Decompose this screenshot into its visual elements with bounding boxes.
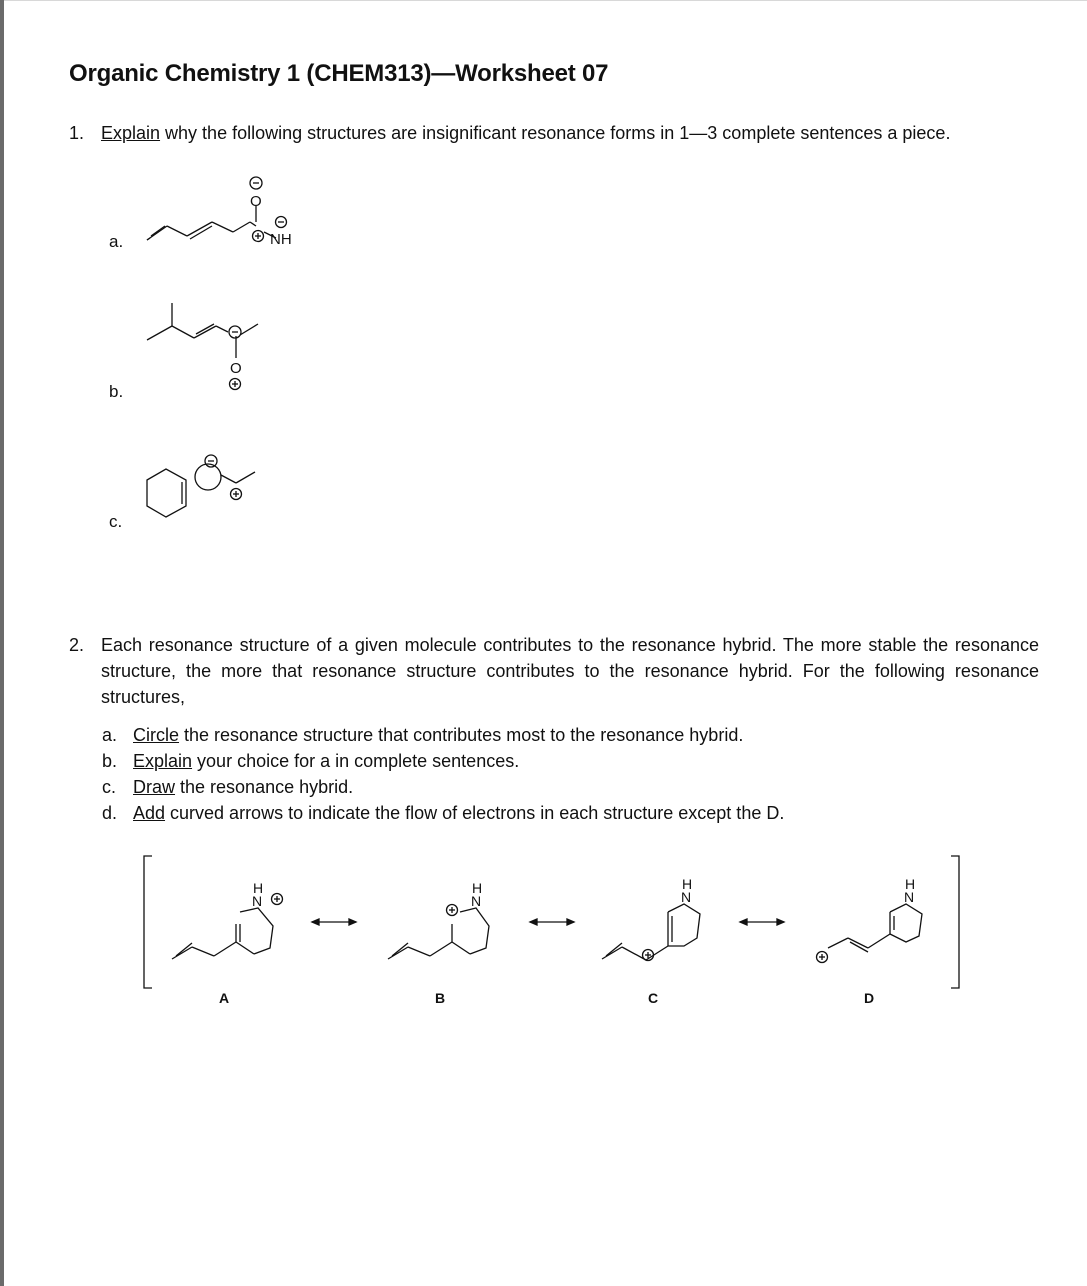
atom-n-A: N xyxy=(252,893,263,909)
atom-nh-a: NH xyxy=(270,231,292,248)
subpart-letter: b. xyxy=(102,751,118,771)
structure-label-D: D xyxy=(864,990,875,1006)
subpart-text: your choice for a in complete sentences. xyxy=(192,751,520,771)
resonance-arrow-3 xyxy=(740,919,784,925)
atom-o-b: O xyxy=(230,360,242,377)
subpart-verb: Add xyxy=(133,803,166,823)
resonance-arrow-2 xyxy=(530,919,574,925)
atom-n-D: N xyxy=(904,889,915,905)
question-2-paragraph: Each resonance structure of a given molecule contributes to the resonance hybrid. The more stable the resonance structure, the more that resonance structure contributes to the resonance hybrid. For the following resonance structures, xyxy=(101,635,1039,707)
structure-label-A: A xyxy=(219,990,230,1006)
question-1-verb: Explain xyxy=(101,123,161,143)
question-1-rest: why the following structures are insignificant resonance forms in 1—3 complete sentences a piece. xyxy=(160,123,951,143)
subpart-verb: Circle xyxy=(133,725,180,745)
subpart-verb: Explain xyxy=(133,751,193,771)
resonance-arrow-1 xyxy=(312,919,356,925)
subpart-letter: c. xyxy=(102,777,117,797)
q1-part-c-label: c. xyxy=(109,512,123,531)
structure-C xyxy=(602,904,700,961)
structure-A xyxy=(172,894,283,960)
subpart-text: the resonance structure that contributes most to the resonance hybrid. xyxy=(179,725,744,745)
subpart-letter: d. xyxy=(102,803,118,823)
question-1-number: 1. xyxy=(69,123,85,143)
structure-B xyxy=(388,905,489,960)
structure-D xyxy=(817,904,923,963)
subpart-verb: Draw xyxy=(133,777,176,797)
atom-h-B: H xyxy=(472,880,483,896)
atom-n-C: N xyxy=(681,889,692,905)
atom-o-a: O xyxy=(250,193,262,210)
atom-h-C: H xyxy=(682,876,693,892)
right-bracket xyxy=(951,856,959,988)
question-2-number: 2. xyxy=(69,635,85,655)
atom-h-A: H xyxy=(253,880,264,896)
structure-label-C: C xyxy=(648,990,659,1006)
structure-label-B: B xyxy=(435,990,446,1006)
subpart-text: curved arrows to indicate the flow of electrons in each structure except the D. xyxy=(165,803,785,823)
atom-n-B: N xyxy=(471,893,482,909)
subpart-text: the resonance hybrid. xyxy=(175,777,354,797)
atom-h-D: H xyxy=(905,876,916,892)
q1-part-a-label: a. xyxy=(109,232,124,251)
page-title: Organic Chemistry 1 (CHEM313)—Worksheet 07 xyxy=(69,60,609,87)
left-bracket xyxy=(144,856,152,988)
subpart-letter: a. xyxy=(102,725,118,745)
q1-part-b-label: b. xyxy=(109,382,124,401)
